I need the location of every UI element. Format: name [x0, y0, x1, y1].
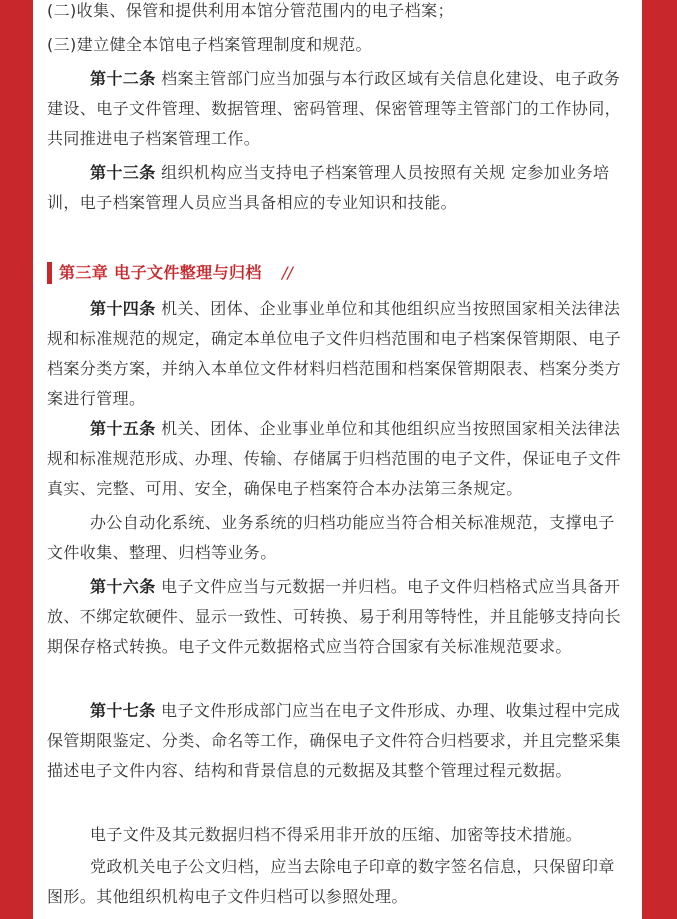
article-12-label: 第十二条 — [90, 69, 156, 88]
article-17-label: 第十七条 — [90, 701, 156, 720]
paragraph-compression: 电子文件及其元数据归档不得采用非开放的压缩、加密等技术措施。 — [90, 825, 583, 844]
paragraph-office-automation: 办公自动化系统、业务系统的归档功能应当符合相关标准规范，支撑电子文件收集、整理、归档等业务。 — [47, 513, 615, 562]
chapter-title: 第三章 电子文件整理与归档 — [59, 263, 262, 282]
heading-accent-bar — [47, 262, 52, 284]
article-14 — [47, 294, 631, 414]
article-15 — [47, 414, 631, 504]
heading-slash-decoration: // — [282, 263, 293, 282]
document-page — [33, 0, 642, 919]
article-13-label: 第十三条 — [90, 163, 156, 182]
article-15-label: 第十五条 — [90, 419, 156, 438]
paragraph-seal: 党政机关电子公文归档，应当去除电子印章的数字签名信息，只保留印章图形。其他组织机构电子文件归档可以参照处理。 — [47, 857, 615, 906]
article-13 — [47, 158, 631, 218]
article-15-text: 机关、团体、企业事业单位和其他组织应当按照国家相关法律法规和标准规范形成、办理、传输、存储属于归档范围的电子文件，保证电子文件真实、完整、可用、安全，确保电子档案符合本办法第三条规定。 — [47, 419, 622, 498]
article-13-text: 组织机构应当支持电子档案管理人员按照有关规 定参加业务培训，电子档案管理人员应当具备相应的专业知识和技能。 — [47, 163, 610, 212]
article-14-label: 第十四条 — [90, 299, 156, 318]
article-16-text: 电子文件应当与元数据一并归档。电子文件归档格式应当具备开放、不绑定软硬件、显示一致性、可转换、易于利用等特性，并且能够支持向长期保存格式转换。电子文件元数据格式应当符合国家有关标准规范要求。 — [47, 577, 622, 656]
article-16-label: 第十六条 — [90, 577, 156, 596]
article-17 — [47, 696, 631, 786]
item-three: (三)建立健全本馆电子档案管理制度和规范。 — [47, 35, 372, 54]
article-14-text: 机关、团体、企业事业单位和其他组织应当按照国家相关法律法规和标准规范的规定，确定本单位电子文件归档范围和电子档案保管期限、电子档案分类方案，并纳入本单位文件材料归档范围和档案保管期限表、档案分类方案进行管理。 — [47, 299, 622, 408]
article-17-text: 电子文件形成部门应当在电子文件形成、办理、收集过程中完成保管期限鉴定、分类、命名等工作，确保电子文件符合归档要求，并且完整采集描述电子文件内容、结构和背景信息的元数据及其整个管理过程元数据。 — [47, 701, 622, 780]
article-12 — [47, 64, 631, 154]
chapter-heading — [47, 258, 627, 288]
article-16 — [47, 572, 631, 662]
item-two: (二)收集、保管和提供利用本馆分管范围内的电子档案； — [47, 1, 454, 20]
article-12-text: 档案主管部门应当加强与本行政区域有关信息化建设、电子政务建设、电子文件管理、数据管理、密码管理、保密管理等主管部门的工作协同，共同推进电子档案管理工作。 — [47, 69, 622, 148]
